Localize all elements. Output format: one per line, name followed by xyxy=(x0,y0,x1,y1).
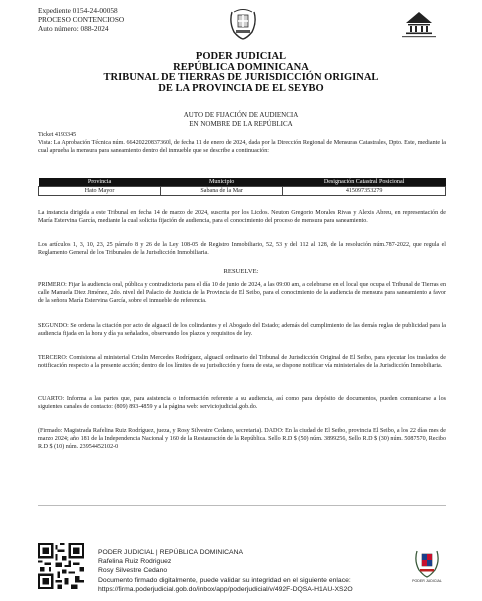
footer-coat-of-arms-icon xyxy=(414,546,440,578)
auto-subtitle: EN NOMBRE DE LA REPÚBLICA xyxy=(189,119,293,128)
signature-block xyxy=(98,548,353,594)
header-provincia: Provincia xyxy=(39,178,161,187)
auto-number: Auto número: 088-2024 xyxy=(38,24,109,33)
signature-org: PODER JUDICIAL | REPÚBLICA DOMINICANA xyxy=(98,549,244,556)
poder-judicial-logo xyxy=(396,10,442,40)
process-type: PROCESO CONTENCIOSO xyxy=(38,15,125,24)
auto-heading xyxy=(0,111,482,128)
title-line-4: DE LA PROVINCIA DE EL SEYBO xyxy=(158,82,324,94)
vista-paragraph: Vista: La Aprobación Técnica núm. 66420220837360l, de fecha 11 de enero de 2024, dada por la Dirección Regional de Mensuras Catastrales, Dpto. Este, mediante la cual aprueba la mensura para saneamiento dentro del inmueble que se describe a continuación: xyxy=(38,140,446,155)
title-line-2: REPÚBLICA DOMINICANA xyxy=(173,61,309,73)
title-line-3: TRIBUNAL DE TIERRAS DE JURISDICCIÓN ORIGINAL xyxy=(103,72,379,84)
cell-designacion: 415097353279 xyxy=(283,187,446,196)
property-table xyxy=(38,178,446,196)
articulos-paragraph: Los artículos 1, 3, 10, 23, 25 párrafo 8 y 26 de la Ley 108-05 de Registro Inmobiliario, 52, 53 y del 112 al 128, de la resolución núm.787-2022, que regula el Reglamento General de los Tribunales de la Jurisdicción Inmobiliaria. xyxy=(38,242,446,257)
cell-municipio: Sabana de la Mar xyxy=(161,187,283,196)
case-header xyxy=(38,6,124,33)
resuelve-heading: RESUELVE: xyxy=(223,268,259,275)
instancia-paragraph: La instancia dirigida a este Tribunal en fecha 14 de marzo de 2024, suscrita por los Licdos. Neuton Gregorio Morales Rivas y Alexis Abreu, en representación de María Estervina García, mediante la cual solicita fijación de audiencia, para el conocimiento del proceso de mensura para saneamiento. xyxy=(38,210,446,225)
table-header-row xyxy=(39,178,446,187)
segundo-paragraph: SEGUNDO: Se ordena la citación por acto de alguacil de los colindantes y el Abogado del Estado; además del cumplimiento de las demás reglas de publicidad para la audiencia fijada en la hora y día ya señalados, observando los plazos y requisitos de ley. xyxy=(38,323,446,338)
validation-link[interactable]: https://firma.poderjudicial.gob.do/inbox/app/poderjudicial/v/492F-DQSA-H1AU-XS2O xyxy=(98,585,353,593)
qr-code[interactable] xyxy=(38,543,84,589)
tercero-paragraph: TERCERO: Comisiona al ministerial Crislin Mercedes Rodríguez, alguacil ordinario del Tribunal de Jurisdicción Original de El Seibo, para ejecutar los traslados de notificación respecto a la presente acción; dentro de los límites de su jurisdicción y fuera de esta, se dispone notificar vía ministeriales de la Jurisdicción Inmobiliaria. xyxy=(38,355,446,370)
court-titles xyxy=(0,52,482,94)
cell-provincia: Hato Mayor xyxy=(39,187,161,196)
table-row xyxy=(39,187,446,196)
primero-paragraph: PRIMERO: Fijar la audiencia oral, pública y contradictoria para el día 10 de junio de 2024, a las 09:00 am, a celebrarse en el local que ocupa el Tribunal de Tierras en calle Manuela Diez Jiménez, 2do. nivel del Palacio de Justicia de la Provincia de El Seibo, para el conocimiento de la audiencia de mensura para saneamiento a favor de la señora María Estervina García, sobre el inmueble de referencia. xyxy=(38,282,446,305)
ticket-number: Ticket 4193345 xyxy=(38,132,77,138)
header-designacion: Designación Catastral Posicional xyxy=(283,178,446,187)
auto-title: AUTO DE FIJACIÓN DE AUDIENCIA xyxy=(183,111,299,119)
header-municipio: Municipio xyxy=(161,178,283,187)
footer-logo-caption: PODER JUDICIAL xyxy=(412,579,442,583)
signer-secretary: Rosy Silvestre Cedano xyxy=(98,567,168,575)
signer-judge: Rafelina Ruiz Rodriguez xyxy=(98,558,172,566)
expediente-number: Expediente 0154-24-00058 xyxy=(38,6,118,15)
validation-notice: Documento firmado digitalmente, puede validar su integridad en el siguiente enlace: xyxy=(98,576,351,584)
footer-divider xyxy=(38,505,446,506)
coat-of-arms-icon xyxy=(228,6,258,40)
cuarto-paragraph: CUARTO: Informa a las partes que, para asistencia o información referente a su audiencia, así como para depósito de documentos, pueden comunicarse a los siguientes canales de contacto: (809) 893-4859 y a la página web: serviciojudicial.gob.do. xyxy=(38,396,446,411)
firmado-paragraph: (Firmado: Magistrada Rafelina Ruiz Rodríguez, jueza, y Rosy Silvestre Cedano, secretaria). DADO: En la ciudad de El Seibo, provincia El Seibo, a los 22 días mes de marzo 2024; año 181 de la Independencia Nacional y 160 de la Restauración de la República. Sello R.D $ (50) núm. 3899256, Sello R.D $ (30) núm. 5087570, Recibo R.D $ (10) núm. 23954452102-0 xyxy=(38,428,446,451)
title-line-1: PODER JUDICIAL xyxy=(195,51,287,62)
